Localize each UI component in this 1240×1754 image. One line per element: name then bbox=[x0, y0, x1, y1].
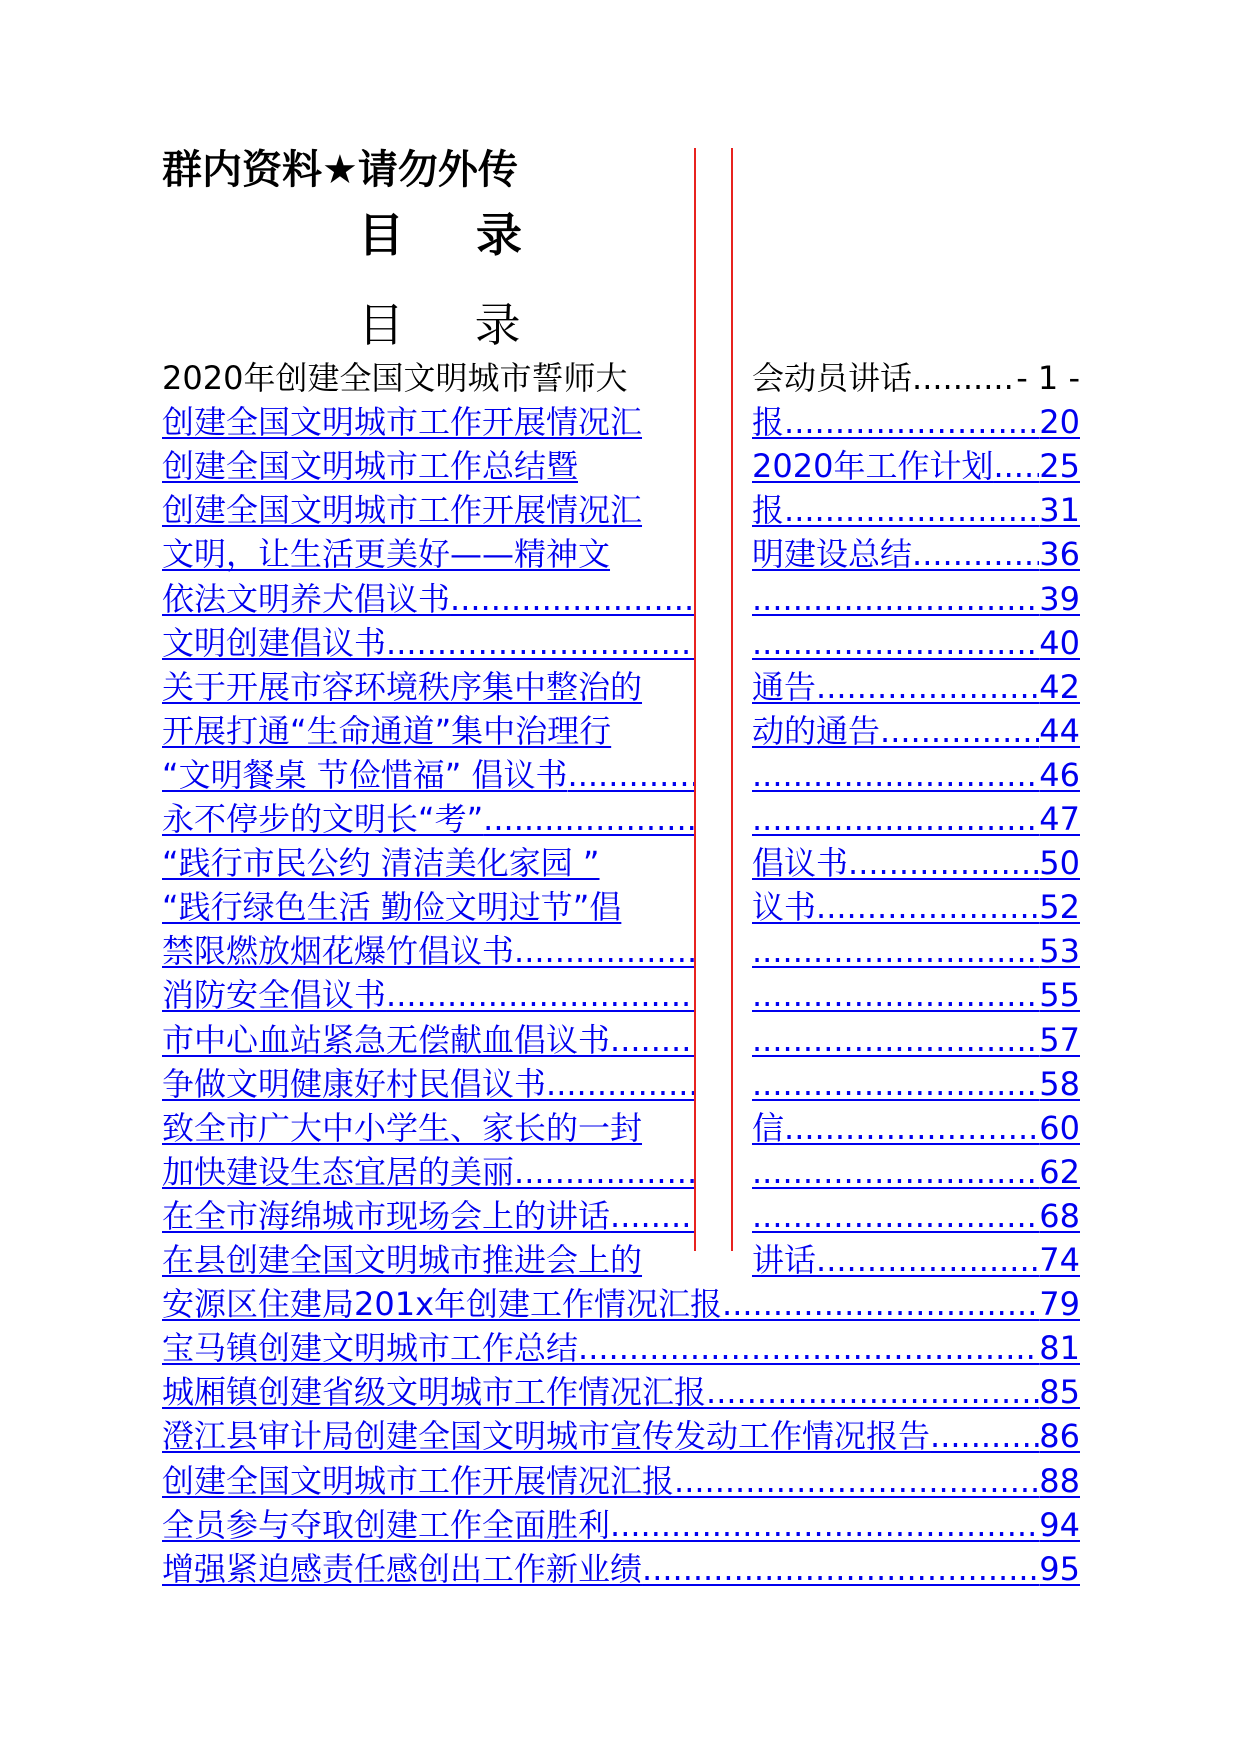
toc-entry-title-left[interactable] bbox=[162, 579, 694, 619]
toc-entry-title: 加快建设生态宜居的美丽 bbox=[162, 1152, 515, 1191]
toc-entry-left-line bbox=[162, 1152, 694, 1192]
toc-entry-title: 消防安全倡议书 bbox=[162, 976, 387, 1015]
toc-entry-title-left bbox=[162, 358, 694, 398]
toc-entry bbox=[162, 358, 1080, 398]
toc-entry-title[interactable] bbox=[162, 1505, 1080, 1545]
toc-entry[interactable] bbox=[162, 1284, 1080, 1324]
toc-entry[interactable] bbox=[162, 579, 1080, 619]
toc-entry-title: 2020年创建全国文明城市誓师大 bbox=[162, 359, 628, 397]
toc-entry-title-right[interactable] bbox=[752, 490, 1080, 530]
toc-entry-title-continued: 会动员讲话 bbox=[752, 359, 913, 397]
toc-entry-title[interactable] bbox=[162, 1461, 1080, 1501]
toc-entry-title-left[interactable] bbox=[162, 490, 694, 530]
toc-entry-left-line bbox=[162, 1064, 694, 1104]
toc-entry[interactable] bbox=[162, 1505, 1080, 1545]
toc-entry-right-line bbox=[752, 887, 1080, 927]
toc-entry-title: 开展打通“生命通道”集中治理行 bbox=[162, 711, 612, 750]
toc-leader-dots bbox=[848, 843, 1039, 883]
toc-entry-title-right[interactable] bbox=[752, 446, 1080, 486]
toc-page-number: 79 bbox=[1039, 1285, 1080, 1324]
toc-page-number: 95 bbox=[1039, 1549, 1080, 1588]
toc-entry-title: 在全市海绵城市现场会上的讲话 bbox=[162, 1196, 611, 1235]
toc-entry-right-line bbox=[752, 843, 1080, 883]
toc-leader-dots bbox=[610, 1505, 1039, 1545]
toc-entry[interactable] bbox=[162, 711, 1080, 751]
toc-entry-right-line bbox=[752, 1240, 1080, 1280]
toc-entry-title: 致全市广大中小学生、家长的一封 bbox=[162, 1108, 643, 1147]
toc-page-number: 62 bbox=[1039, 1152, 1080, 1191]
toc-entry-title-left[interactable] bbox=[162, 799, 694, 839]
toc-leader-dots bbox=[752, 755, 1039, 795]
toc-page-number: 68 bbox=[1039, 1196, 1080, 1235]
toc-entry[interactable] bbox=[162, 1064, 1080, 1104]
toc-entry-title-text: 宝马镇创建文明城市工作总结 bbox=[162, 1329, 579, 1368]
toc-leader-dots bbox=[722, 1284, 1039, 1324]
toc-entry[interactable] bbox=[162, 1152, 1080, 1192]
toc-entry-title-right[interactable] bbox=[752, 1196, 1080, 1236]
toc-entry-left-line bbox=[162, 446, 694, 486]
toc-leader-dots bbox=[752, 799, 1039, 839]
toc-entry[interactable] bbox=[162, 1240, 1080, 1280]
toc-entry-title-left[interactable] bbox=[162, 446, 694, 486]
toc-entry-title-left[interactable] bbox=[162, 667, 694, 707]
toc-entry-title-right[interactable] bbox=[752, 667, 1080, 707]
toc-leader-dots bbox=[610, 1020, 694, 1060]
toc-entry-title-right[interactable] bbox=[752, 1108, 1080, 1148]
toc-entry-title-text: 城厢镇创建省级文明城市工作情况汇报 bbox=[162, 1373, 707, 1412]
toc-entry-title: 禁限燃放烟花爆竹倡议书 bbox=[162, 932, 515, 971]
toc-page-number: 31 bbox=[1039, 491, 1080, 530]
toc-entry-title-right[interactable] bbox=[752, 1152, 1080, 1192]
toc-leader-dots bbox=[912, 358, 1016, 398]
toc-entry-left-line bbox=[162, 843, 694, 883]
toc-entry-left-line bbox=[162, 1020, 694, 1060]
toc-entry[interactable] bbox=[162, 755, 1080, 795]
toc-entry-right-line bbox=[752, 931, 1080, 971]
toc-entry-left-line bbox=[162, 1196, 694, 1236]
toc-entry-right-line bbox=[752, 1108, 1080, 1148]
toc-leader-dots bbox=[514, 1152, 694, 1192]
toc-leader-dots bbox=[816, 667, 1039, 707]
toc-entry-left-line bbox=[162, 711, 694, 751]
toc-entry-right-line bbox=[752, 446, 1080, 486]
toc-entry[interactable] bbox=[162, 667, 1080, 707]
toc-entry-title: 文明，让生活更美好——精神文 bbox=[162, 535, 611, 574]
toc-title: 目 录 bbox=[358, 298, 549, 352]
toc-entry-title-right[interactable] bbox=[752, 1240, 1080, 1280]
toc-entry-left-line bbox=[162, 402, 694, 442]
toc-entry-title-text: 增强紧迫感责任感创出工作新业绩 bbox=[162, 1549, 643, 1588]
toc-entry-right-line bbox=[752, 358, 1080, 398]
toc-entry-right-line bbox=[752, 579, 1080, 619]
toc-page-number: 46 bbox=[1039, 755, 1080, 794]
toc-page-number: 47 bbox=[1039, 800, 1080, 838]
toc-page-number: 36 bbox=[1039, 535, 1080, 574]
toc-leader-dots bbox=[752, 623, 1039, 663]
toc-leader-dots bbox=[514, 931, 694, 971]
toc-entry-title-left[interactable] bbox=[162, 1196, 694, 1236]
toc-entry-title-right[interactable] bbox=[752, 623, 1080, 663]
toc-entry-title-right[interactable] bbox=[752, 931, 1080, 971]
toc-page-number: - 1 - bbox=[1016, 359, 1080, 397]
toc-entry-title-right bbox=[752, 358, 1080, 398]
toc-entry-title: 创建全国文明城市工作开展情况汇 bbox=[162, 403, 643, 442]
toc-entry-title-text: 安源区住建局201x年创建工作情况汇报 bbox=[162, 1285, 723, 1324]
toc-entry-title-text: 澄江县审计局创建全国文明城市宣传发动工作情况报告 bbox=[162, 1417, 931, 1456]
toc-page-number: 39 bbox=[1039, 579, 1080, 618]
toc-entry-right-line bbox=[752, 534, 1080, 574]
toc-entry-left-line bbox=[162, 1108, 694, 1148]
toc-page-number: 52 bbox=[1039, 888, 1080, 927]
toc-page-number: 53 bbox=[1039, 932, 1080, 971]
toc-entry-title: 永不停步的文明长“考” bbox=[162, 800, 484, 838]
toc-entry-right-line bbox=[752, 755, 1080, 795]
toc-entry-title-right[interactable] bbox=[752, 534, 1080, 574]
toc-leader-dots bbox=[752, 975, 1039, 1015]
toc-leader-dots bbox=[816, 1240, 1039, 1280]
toc-leader-dots bbox=[752, 1020, 1039, 1060]
toc-entry-title: 在县创建全国文明城市推进会上的 bbox=[162, 1241, 643, 1279]
toc-entry-left-line bbox=[162, 534, 694, 574]
toc-leader-dots bbox=[386, 975, 694, 1015]
toc-leader-dots bbox=[784, 402, 1039, 442]
toc-entry-title: “践行绿色生活 勤俭文明过节”倡 bbox=[162, 888, 622, 927]
toc-entry-title-left[interactable] bbox=[162, 1020, 694, 1060]
toc-entry-title-left[interactable] bbox=[162, 402, 694, 442]
toc-leader-dots bbox=[578, 1328, 1039, 1368]
toc-entry-title-continued: 倡议书 bbox=[752, 844, 849, 883]
toc-entry-title-right[interactable] bbox=[752, 1064, 1080, 1104]
toc-entry-title-right[interactable] bbox=[752, 975, 1080, 1015]
toc-page-number: 94 bbox=[1039, 1505, 1080, 1544]
toc-leader-dots bbox=[912, 534, 1039, 574]
toc-entry[interactable] bbox=[162, 1372, 1080, 1412]
toc-entry-line bbox=[162, 1461, 1080, 1501]
toc-entry-title-left[interactable] bbox=[162, 1064, 694, 1104]
toc-entry-title: 争做文明健康好村民倡议书 bbox=[162, 1064, 547, 1103]
toc-entry-title-continued: 2020年工作计划 bbox=[752, 447, 994, 486]
toc-entry-title: 创建全国文明城市工作开展情况汇 bbox=[162, 491, 643, 530]
toc-entry-title-right[interactable] bbox=[752, 755, 1080, 795]
toc-entry-left-line bbox=[162, 579, 694, 619]
toc-entry-title-text: 全员参与夺取创建工作全面胜利 bbox=[162, 1505, 611, 1544]
toc-entry-title: 文明创建倡议书 bbox=[162, 623, 387, 662]
toc-entry-title-right[interactable] bbox=[752, 1020, 1080, 1060]
toc-leader-dots bbox=[610, 1196, 694, 1236]
toc-entry-line bbox=[162, 1372, 1080, 1412]
toc-entry-left-line bbox=[162, 931, 694, 971]
toc-leader-dots bbox=[784, 490, 1039, 530]
toc-entry-title-left[interactable] bbox=[162, 1240, 694, 1280]
toc-entry-title-right[interactable] bbox=[752, 799, 1080, 839]
toc-entry-title-right[interactable] bbox=[752, 579, 1080, 619]
toc-entry[interactable] bbox=[162, 1196, 1080, 1236]
toc-entry-left-line bbox=[162, 358, 694, 398]
toc-leader-dots bbox=[752, 579, 1039, 619]
toc-entry[interactable] bbox=[162, 931, 1080, 971]
toc-entry[interactable] bbox=[162, 799, 1080, 839]
toc-entry[interactable] bbox=[162, 975, 1080, 1015]
toc-leader-dots bbox=[568, 755, 694, 795]
toc-entry-title-continued: 报 bbox=[752, 403, 785, 442]
toc-entry-left-line bbox=[162, 667, 694, 707]
toc-leader-dots bbox=[642, 1549, 1039, 1589]
toc-page-number: 20 bbox=[1039, 403, 1080, 442]
toc-entry-title-left[interactable] bbox=[162, 534, 694, 574]
toc-entry-title[interactable] bbox=[162, 1416, 1080, 1456]
toc-entry-title-right[interactable] bbox=[752, 887, 1080, 927]
toc-entry-title-left[interactable] bbox=[162, 1108, 694, 1148]
toc-entry[interactable] bbox=[162, 534, 1080, 574]
toc-entry-title-left[interactable] bbox=[162, 975, 694, 1015]
toc-entry-title[interactable] bbox=[162, 1284, 1080, 1324]
toc-title-bold: 目 录 bbox=[358, 208, 551, 262]
toc-page-number: 50 bbox=[1039, 844, 1080, 883]
toc-entry-title-left[interactable] bbox=[162, 755, 694, 795]
toc-entry-line bbox=[162, 1284, 1080, 1324]
toc-entry-right-line bbox=[752, 490, 1080, 530]
toc-entry-title: 市中心血站紧急无偿献血倡议书 bbox=[162, 1020, 611, 1059]
toc-page-number: 44 bbox=[1039, 711, 1080, 750]
toc-leader-dots bbox=[880, 711, 1039, 751]
toc-entry[interactable] bbox=[162, 887, 1080, 927]
toc-entry-left-line bbox=[162, 755, 694, 795]
toc-entry-title: 创建全国文明城市工作总结暨 bbox=[162, 447, 579, 486]
toc-page-number: 88 bbox=[1039, 1461, 1080, 1500]
toc-entry[interactable] bbox=[162, 1020, 1080, 1060]
toc-page-number: 74 bbox=[1039, 1241, 1080, 1279]
toc-leader-dots bbox=[752, 1064, 1039, 1104]
toc-entry-title-left[interactable] bbox=[162, 1152, 694, 1192]
confidential-notice: 群内资料★请勿外传 bbox=[162, 147, 518, 193]
toc-page-number: 85 bbox=[1039, 1373, 1080, 1412]
toc-entry-left-line bbox=[162, 799, 694, 839]
toc-entry-title-continued: 明建设总结 bbox=[752, 535, 913, 574]
toc-entry-title-left[interactable] bbox=[162, 711, 694, 751]
toc-entry-left-line bbox=[162, 490, 694, 530]
toc-entry[interactable] bbox=[162, 843, 1080, 883]
toc-entry[interactable] bbox=[162, 1416, 1080, 1456]
toc-page-number: 25 bbox=[1039, 447, 1080, 486]
toc-leader-dots bbox=[752, 931, 1039, 971]
toc-entry-right-line bbox=[752, 711, 1080, 751]
toc-entry[interactable] bbox=[162, 623, 1080, 663]
toc-leader-dots bbox=[546, 1064, 694, 1104]
toc-entry-title-right[interactable] bbox=[752, 843, 1080, 883]
toc-entry[interactable] bbox=[162, 1108, 1080, 1148]
toc-entry-line bbox=[162, 1505, 1080, 1545]
toc-entry-right-line bbox=[752, 623, 1080, 663]
toc-page-number: 55 bbox=[1039, 976, 1080, 1015]
toc-leader-dots bbox=[386, 623, 694, 663]
toc-entry-title-left[interactable] bbox=[162, 931, 694, 971]
toc-entry-left-line bbox=[162, 623, 694, 663]
toc-page-number: 42 bbox=[1039, 667, 1080, 706]
toc-entry-title: 关于开展市容环境秩序集中整治的 bbox=[162, 667, 643, 706]
toc-entry-title-continued: 通告 bbox=[752, 667, 817, 706]
toc-entry-left-line bbox=[162, 975, 694, 1015]
toc-leader-dots bbox=[450, 579, 694, 619]
toc-entry-title-continued: 信 bbox=[752, 1108, 785, 1147]
toc-entry-right-line bbox=[752, 975, 1080, 1015]
toc-entry-line bbox=[162, 1416, 1080, 1456]
toc-entry-left-line bbox=[162, 1240, 694, 1280]
toc-entry-title-text: 创建全国文明城市工作开展情况汇报 bbox=[162, 1461, 675, 1500]
toc-entry[interactable] bbox=[162, 1549, 1080, 1589]
toc-leader-dots bbox=[784, 1108, 1039, 1148]
toc-entry-line bbox=[162, 1549, 1080, 1589]
toc-leader-dots bbox=[816, 887, 1039, 927]
toc-entry-title-left[interactable] bbox=[162, 623, 694, 663]
toc-leader-dots bbox=[706, 1372, 1039, 1412]
toc-entry[interactable] bbox=[162, 1461, 1080, 1501]
toc-entry-right-line bbox=[752, 1064, 1080, 1104]
toc-entry-title-right[interactable] bbox=[752, 711, 1080, 751]
toc-entry[interactable] bbox=[162, 1328, 1080, 1368]
toc-entry-title-continued: 讲话 bbox=[752, 1241, 817, 1279]
toc-entry-right-line bbox=[752, 1020, 1080, 1060]
toc-entry-title[interactable] bbox=[162, 1372, 1080, 1412]
toc-entry-title-continued: 议书 bbox=[752, 888, 817, 927]
toc-leader-dots bbox=[752, 1152, 1039, 1192]
toc-entry-left-line bbox=[162, 887, 694, 927]
toc-leader-dots bbox=[752, 1196, 1039, 1236]
toc-page-number: 58 bbox=[1039, 1064, 1080, 1103]
toc-entry-title-left[interactable] bbox=[162, 843, 694, 883]
toc-entry-title: 依法文明养犬倡议书 bbox=[162, 579, 451, 618]
toc-entry-right-line bbox=[752, 402, 1080, 442]
toc-entry-title-continued: 报 bbox=[752, 491, 785, 530]
toc-entry-right-line bbox=[752, 799, 1080, 839]
toc-entry-title[interactable] bbox=[162, 1328, 1080, 1368]
toc-page-number: 81 bbox=[1039, 1329, 1080, 1368]
toc-page-number: 57 bbox=[1039, 1020, 1080, 1059]
toc-entry-title-continued: 动的通告 bbox=[752, 711, 881, 750]
toc-leader-dots bbox=[993, 446, 1039, 486]
toc-page-number: 40 bbox=[1039, 623, 1080, 662]
toc-page-number: 60 bbox=[1039, 1108, 1080, 1147]
toc-page-number: 86 bbox=[1039, 1417, 1080, 1456]
toc-entry-title-left[interactable] bbox=[162, 887, 694, 927]
toc-leader-dots bbox=[483, 799, 694, 839]
toc-entry-right-line bbox=[752, 1152, 1080, 1192]
toc-entry[interactable] bbox=[162, 490, 1080, 530]
toc-entry[interactable] bbox=[162, 446, 1080, 486]
toc-entry-title: “践行市民公约 清洁美化家园 ” bbox=[162, 844, 600, 883]
toc-leader-dots bbox=[674, 1461, 1039, 1501]
toc-entry-title[interactable] bbox=[162, 1549, 1080, 1589]
toc-entry[interactable] bbox=[162, 402, 1080, 442]
toc-leader-dots bbox=[930, 1416, 1039, 1456]
toc-entry-title-right[interactable] bbox=[752, 402, 1080, 442]
toc-entry-title: “文明餐桌 节俭惜福” 倡议书 bbox=[162, 755, 568, 794]
toc-entry-right-line bbox=[752, 667, 1080, 707]
toc-entry-line bbox=[162, 1328, 1080, 1368]
toc-entry-right-line bbox=[752, 1196, 1080, 1236]
